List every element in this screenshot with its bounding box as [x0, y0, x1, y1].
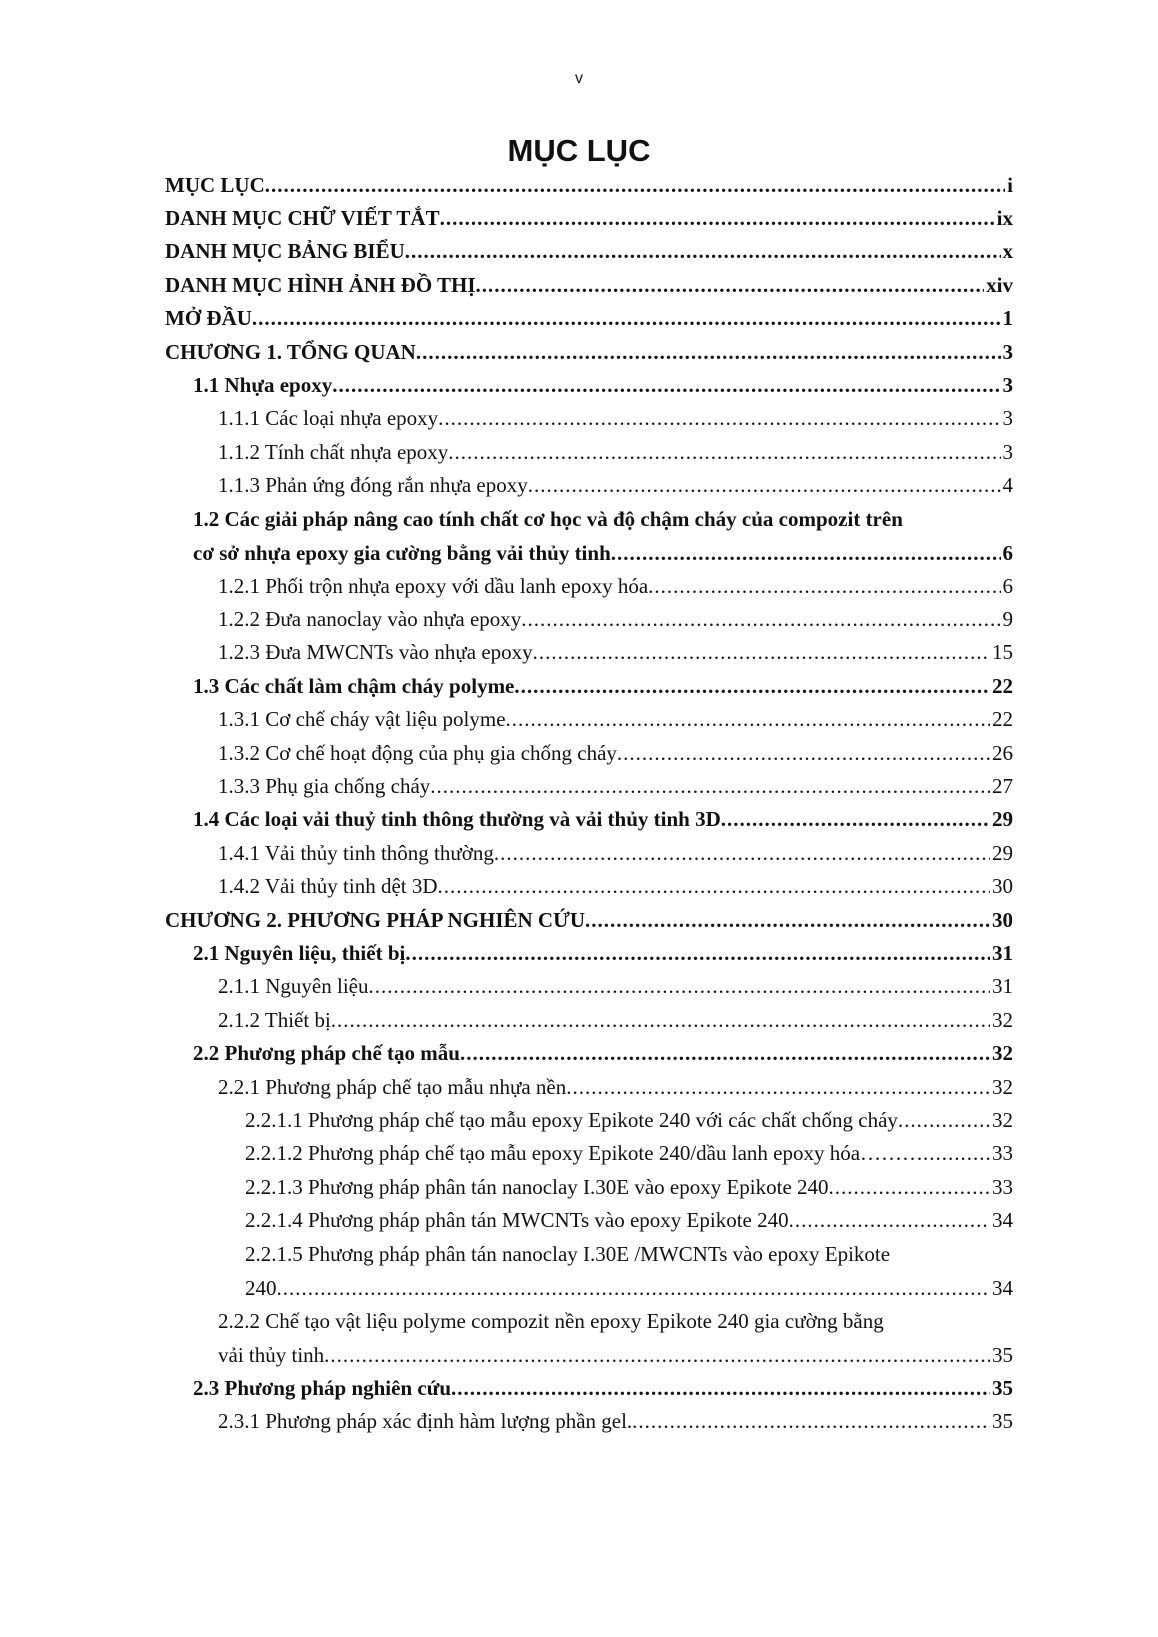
toc-entry[interactable]: CHƯƠNG 1. TỔNG QUAN ..... 3: [165, 337, 1013, 367]
toc-entry[interactable]: 2.2.1.5 Phương pháp phân tán nanoclay I.30E /MWCNTs vào epoxy Epikote 240 ..... 34: [245, 1239, 1013, 1303]
toc-entry[interactable]: 1.4.1 Vải thủy tinh thông thường ..... 29: [218, 838, 1013, 868]
toc-entry[interactable]: 1.2.1 Phối trộn nhựa epoxy với dầu lanh epoxy hóa ..... 6: [218, 571, 1013, 601]
toc-entry[interactable]: 2.1.1 Nguyên liệu ..... 31: [218, 971, 1013, 1001]
toc-entry[interactable]: 1.2.2 Đưa nanoclay vào nhựa epoxy ..... 9: [218, 604, 1013, 634]
toc-entry-line: 2.2.2 Chế tạo vật liệu polyme compozit nền epoxy Epikote 240 gia cường bằng: [218, 1309, 884, 1333]
toc-entry[interactable]: 1.3.3 Phụ gia chống cháy ..... 27: [218, 771, 1013, 801]
toc-entry[interactable]: DANH MỤC HÌNH ẢNH ĐỒ THỊ ..... xiv: [165, 270, 1013, 300]
toc-entry[interactable]: CHƯƠNG 2. PHƯƠNG PHÁP NGHIÊN CỨU ..... 30: [165, 905, 1013, 935]
page-number: v: [575, 70, 583, 87]
toc-entry[interactable]: 2.2.1.2 Phương pháp chế tạo mẫu epoxy Epikote 240/dầu lanh epoxy hóa……… ..... 33: [245, 1138, 1013, 1168]
toc-entry[interactable]: 2.2.1.1 Phương pháp chế tạo mẫu epoxy Epikote 240 với các chất chống cháy ..... 32: [245, 1105, 1013, 1135]
toc-entry[interactable]: 1.1.1 Các loại nhựa epoxy ..... 3: [218, 403, 1013, 433]
toc-entry[interactable]: 1.2.3 Đưa MWCNTs vào nhựa epoxy ..... 15: [218, 637, 1013, 667]
toc-entry[interactable]: 2.3 Phương pháp nghiên cứu ..... 35: [193, 1373, 1013, 1403]
toc-entry[interactable]: 2.1 Nguyên liệu, thiết bị ..... 31: [193, 938, 1013, 968]
toc-entry[interactable]: 1.3.1 Cơ chế cháy vật liệu polyme ..... 22: [218, 704, 1013, 734]
toc-entry[interactable]: MỤC LỤC ..... i: [165, 170, 1013, 200]
toc-entry[interactable]: 2.2 Phương pháp chế tạo mẫu ..... 32: [193, 1038, 1013, 1068]
toc-entry[interactable]: 2.3.1 Phương pháp xác định hàm lượng phần gel. ..... 35: [218, 1406, 1013, 1436]
toc-entry[interactable]: 1.3.2 Cơ chế hoạt động của phụ gia chống cháy ..... 26: [218, 738, 1013, 768]
toc-entry[interactable]: 1.1.3 Phản ứng đóng rắn nhựa epoxy ..... 4: [218, 470, 1013, 500]
toc-entry[interactable]: 2.2.1.4 Phương pháp phân tán MWCNTs vào epoxy Epikote 240 ..... 34: [245, 1205, 1013, 1235]
toc-entry[interactable]: 2.1.2 Thiết bị ..... 32: [218, 1005, 1013, 1035]
toc-entry-line: 1.2 Các giải pháp nâng cao tính chất cơ học và độ chậm cháy của compozit trên: [193, 507, 903, 531]
toc-entry[interactable]: 2.2.1.3 Phương pháp phân tán nanoclay I.30E vào epoxy Epikote 240 ..... 33: [245, 1172, 1013, 1202]
toc-entry[interactable]: DANH MỤC BẢNG BIỂU ..... x: [165, 236, 1013, 266]
toc-entry[interactable]: MỞ ĐẦU ..... 1: [165, 303, 1013, 333]
toc-entry[interactable]: 1.1.2 Tính chất nhựa epoxy ..... 3: [218, 437, 1013, 467]
toc-entry[interactable]: 1.1 Nhựa epoxy ..... 3: [193, 370, 1013, 400]
toc-entry[interactable]: 1.2 Các giải pháp nâng cao tính chất cơ học và độ chậm cháy của compozit trên cơ sở nhựa epoxy gia cường bằng vải thủy tinh ..... 6: [193, 504, 1013, 568]
toc-entry[interactable]: 1.3 Các chất làm chậm cháy polyme ..... 22: [193, 671, 1013, 701]
toc-entry[interactable]: DANH MỤC CHỮ VIẾT TẮT ..... ix: [165, 203, 1013, 233]
toc-entry[interactable]: 2.2.1 Phương pháp chế tạo mẫu nhựa nền ..... 32: [218, 1072, 1013, 1102]
toc-entry[interactable]: 1.4 Các loại vải thuỷ tinh thông thường và vải thủy tinh 3D ..... 29: [193, 804, 1013, 834]
toc-entry[interactable]: 1.4.2 Vải thủy tinh dệt 3D ..... 30: [218, 871, 1013, 901]
page-title: MỤC LỤC: [507, 133, 651, 168]
toc-entry[interactable]: 2.2.2 Chế tạo vật liệu polyme compozit nền epoxy Epikote 240 gia cường bằng vải thủy tinh ..... 35: [218, 1306, 1013, 1370]
toc-entry-line: 2.2.1.5 Phương pháp phân tán nanoclay I.30E /MWCNTs vào epoxy Epikote: [245, 1242, 891, 1266]
